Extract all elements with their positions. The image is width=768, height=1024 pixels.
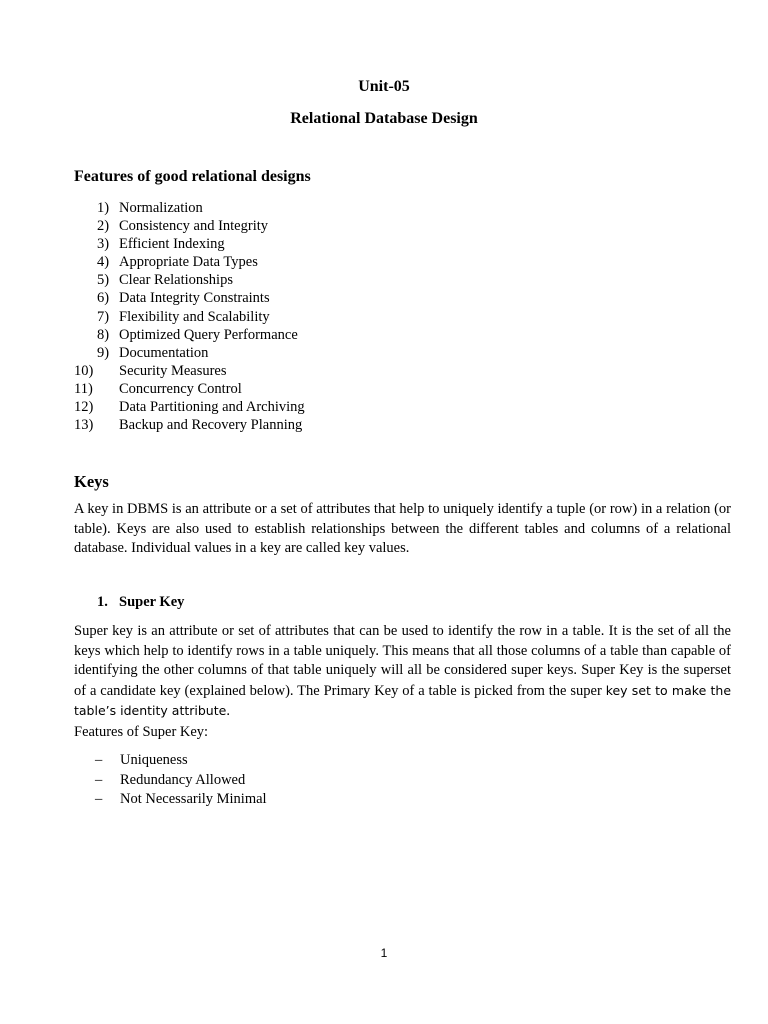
- list-item-number: 1): [97, 200, 110, 216]
- list-item-number: 4): [97, 254, 110, 271]
- list-item: [74, 253, 305, 271]
- super-key-heading: [97, 594, 184, 611]
- list-item: – Not Necessarily Minimal: [95, 790, 267, 810]
- list-item-number: 2): [97, 218, 110, 235]
- list-item-text: Efficient Indexing: [119, 236, 225, 253]
- list-item: [74, 416, 305, 434]
- super-key-paragraph-main: Super key is an attribute or set of attributes that can be used to identify the row in a table. It is the set of all the keys which help to identify rows in a table uniquely. This means that all those columns of a table than capable of identifying the other columns of that table uniquely will all be considered super keys. Super Key is the superset of a candidate key (explained below). The Primary Key of a table is picked from the super: [74, 623, 731, 699]
- unit-label: Unit-05: [358, 78, 410, 95]
- list-item: [74, 398, 305, 416]
- list-item-text: Consistency and Integrity: [119, 218, 269, 235]
- super-key-number: 1.: [97, 594, 108, 610]
- list-item-number: 5): [97, 272, 110, 289]
- list-item: [74, 344, 305, 362]
- list-item-number: 13): [74, 417, 94, 434]
- list-item-number: 10): [74, 362, 94, 379]
- keys-paragraph: A key in DBMS is an attribute or a set of attributes that help to uniquely identify a tuple (or row) in a relation (or table). Keys are also used to establish relationships between the different tables and columns of a relational database. Individual values in a key are called key values.: [74, 501, 731, 556]
- list-item: [74, 199, 305, 217]
- super-key-paragraph-tail: key set to make the table’s identity attribute: [74, 682, 732, 718]
- list-item: [74, 362, 305, 380]
- list-item-number: 6): [97, 290, 110, 307]
- list-item-text: Security Measures: [119, 362, 227, 379]
- list-item: – Redundancy Allowed: [95, 771, 267, 791]
- list-item-text: Clear Relationships: [119, 272, 233, 289]
- keys-heading: Keys: [74, 472, 109, 491]
- features-list: [74, 199, 305, 434]
- list-item-number: 7): [97, 308, 110, 325]
- list-item-text: Data Partitioning and Archiving: [119, 399, 305, 416]
- list-item-number: 3): [97, 236, 110, 253]
- list-item-number: 9): [97, 344, 110, 361]
- list-item-number: 12): [74, 399, 94, 416]
- document-title: Relational Database Design: [290, 110, 478, 127]
- super-key-features-label: Features of Super Key:: [74, 724, 209, 740]
- list-item-text: Appropriate Data Types: [119, 254, 258, 271]
- list-item: [74, 308, 305, 326]
- page-number: 1: [380, 946, 388, 960]
- list-item-number: 8): [97, 326, 110, 343]
- list-item-number: 11): [74, 380, 93, 397]
- features-heading: Features of good relational designs: [74, 168, 311, 185]
- list-item-text: Data Integrity Constraints: [119, 290, 270, 307]
- list-item: [74, 289, 305, 307]
- list-item: [74, 235, 305, 253]
- list-item: [74, 271, 305, 289]
- super-key-paragraph-end: .: [226, 703, 230, 719]
- super-key-features-list: [95, 751, 267, 810]
- list-item-text: Flexibility and Scalability: [119, 308, 270, 325]
- list-item-text: Concurrency Control: [119, 380, 242, 397]
- super-key-paragraph: [74, 622, 731, 722]
- list-item-text: Optimized Query Performance: [119, 326, 298, 343]
- list-item-text: Normalization: [119, 200, 203, 216]
- list-item: – Uniqueness: [95, 751, 267, 771]
- super-key-title: Super Key: [119, 594, 185, 610]
- list-item: [74, 380, 305, 398]
- list-item-text: Documentation: [119, 344, 209, 361]
- list-item: [74, 217, 305, 235]
- list-item-text: Backup and Recovery Planning: [119, 417, 303, 434]
- list-item: [74, 326, 305, 344]
